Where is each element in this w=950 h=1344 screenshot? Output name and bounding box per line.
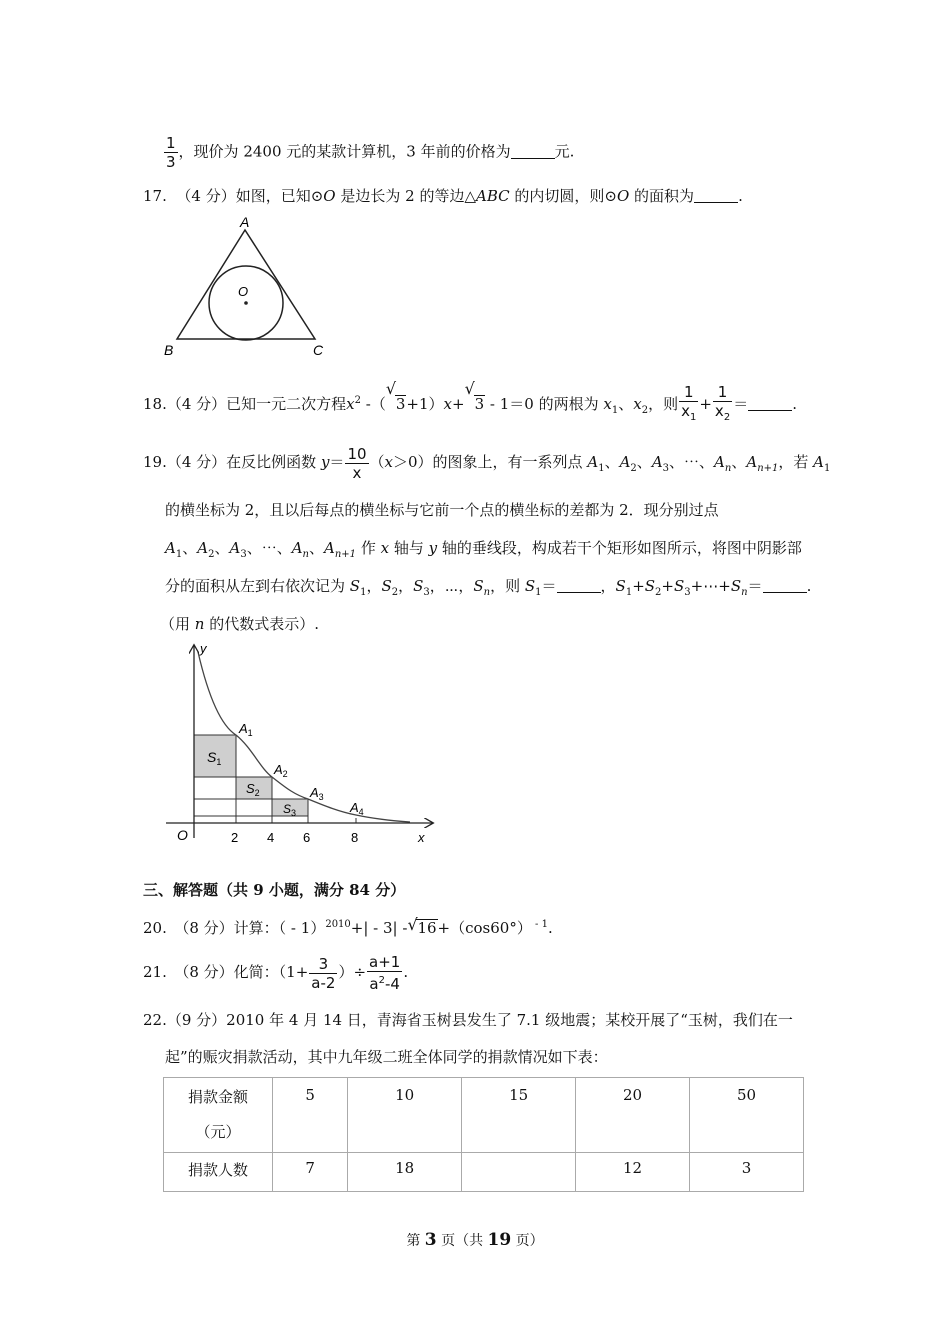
q19-lead: 19.（4 分）在反比例函数 <box>143 453 321 471</box>
q17-line <box>143 186 743 206</box>
q18-root1: x <box>603 395 612 413</box>
area-s3: $S_3$ <box>283 802 297 818</box>
q17-text-b: 是边长为 2 的等边△ <box>335 187 476 205</box>
q19-line5: （用 n 的代数式表示）. <box>160 615 319 633</box>
fraction-a1-over-a2-4: $\frac{a+1}{a^2-4}$ <box>369 953 401 993</box>
q17-text-a: （4 分）如图，已知⊙ <box>176 187 324 205</box>
q17-text-d: 的面积为 <box>629 187 695 205</box>
answer-blank-sum <box>763 578 807 593</box>
table-row <box>164 1153 804 1192</box>
sqrt3-b: √ 3 <box>464 379 485 413</box>
q17-number: 17. <box>143 187 167 205</box>
center-point <box>244 301 248 305</box>
row-header-amount: 捐款金额 （元） <box>164 1078 273 1153</box>
q18-x: x <box>346 395 355 413</box>
table-cell <box>462 1153 576 1192</box>
x-axis-label: x <box>418 830 425 845</box>
table-cell: 5 <box>273 1078 348 1153</box>
fraction-10-over-x: $\frac{10}{x}$ <box>347 444 367 482</box>
q22-line1: 22.（9 分）2010 年 4 月 14 日，青海省玉树县发生了 7.1 级地震；某校开展了“玉树，我们在一 <box>143 1011 793 1029</box>
table-cell: 10 <box>348 1078 462 1153</box>
fraction-1-over-x2: $\frac{1}{x_2}$ <box>713 383 732 427</box>
table-cell: 50 <box>690 1078 804 1153</box>
label-o: O <box>238 284 249 299</box>
q18-plus2: + <box>452 395 465 413</box>
table-cell: 12 <box>576 1153 690 1192</box>
table-cell: 3 <box>690 1153 804 1192</box>
q22-line2: 起”的赈灾捐款活动，其中九年级二班全体同学的捐款情况如下表： <box>165 1048 608 1066</box>
q16-text: ，现价为 2400 元的某款计算机，3 年前的价格为 <box>178 142 511 161</box>
q18-sub1: 1 <box>611 405 619 416</box>
q18-end: . <box>792 395 797 413</box>
fraction-one-third: $\frac{1}{3}$ <box>166 134 176 171</box>
q17-abc: ABC <box>476 187 510 205</box>
q18-line <box>143 379 797 433</box>
q17-o2: O <box>616 187 630 205</box>
q18-lead: 18.（4 分）已知一元二次方程 <box>143 395 347 413</box>
label-b: B <box>164 342 174 358</box>
tick-4: 4 <box>267 830 275 845</box>
q18-x2: x <box>443 395 452 413</box>
fraction-1-over-x1: $\frac{1}{x_1}$ <box>679 383 698 427</box>
tick-2: 2 <box>231 830 239 845</box>
q19-cond-rest: ＞0）的图象上，有一系列点 <box>393 453 588 471</box>
origin-label: O <box>177 827 188 843</box>
q18-sep: 、 <box>618 395 634 413</box>
q16-tail-line <box>163 134 574 171</box>
q18-plus: + <box>699 395 712 413</box>
point-a2: $A_2$ <box>274 762 288 779</box>
point-a4: $A_4$ <box>350 800 364 817</box>
answer-blank <box>511 144 555 159</box>
label-a: A <box>240 214 250 230</box>
tick-8: 8 <box>351 830 359 845</box>
page-footer: 第 3 页（共 19 页） <box>406 1230 544 1250</box>
q16-end: 元. <box>554 142 575 161</box>
q17-text-c: 的内切圆，则⊙ <box>509 187 617 205</box>
q18-sub2: 2 <box>641 405 649 416</box>
table-cell: 20 <box>576 1078 690 1153</box>
answer-blank-s1 <box>557 578 601 593</box>
q18-comma: ，则 <box>648 395 679 413</box>
q18-tail: - 1＝0 的两根为 <box>485 395 604 413</box>
inverse-function-graph <box>160 640 450 850</box>
q20-line: 20. （8 分）计算：（ - 1）$^{2010}$+| - 3| - √ 16+（cos60°） $^{- 1}$. <box>143 915 553 937</box>
q19-cond-open: （ <box>369 453 385 471</box>
q18-plus1: +1） <box>406 395 444 413</box>
answer-blank <box>748 396 792 411</box>
area-s2: $S_2$ <box>246 781 260 798</box>
q19-eq: ＝ <box>329 453 345 471</box>
label-c: C <box>313 342 324 358</box>
table-row <box>164 1078 804 1153</box>
table-cell: 15 <box>462 1078 576 1153</box>
q19-line4: 分的面积从左到右依次记为 $S_1$，$S_2$，$S_3$，⋯，$S_n$，则 $S_1=$ ，$S_1+S_2+S_3+\cdots+S_n=$ . <box>165 577 812 598</box>
table-cell: 7 <box>273 1153 348 1192</box>
point-a3: $A_3$ <box>310 785 324 802</box>
q19-cond-x: x <box>384 453 394 471</box>
fraction-3-over-a-2: $\frac{3}{a-2}$ <box>311 954 336 992</box>
sqrt3-a: √ 3 <box>385 379 406 413</box>
rect-row2 <box>236 799 272 823</box>
q18-eq: ＝ <box>733 395 749 413</box>
q19-line3: $A_1$、$A_2$、$A_3$、⋯、$A_n$、$A_{n+1}$ 作 x 轴与 y 轴的垂线段，构成若干个矩形如图所示，将图中阴影部 <box>165 539 802 560</box>
triangle-incircle-figure <box>160 212 340 362</box>
q21-line: 21. （8 分）化简：（1+ $\frac{3}{a-2}$ ）÷ $\frac{a+1}{a^2-4}$ . <box>143 953 409 993</box>
q17-end: . <box>738 187 743 205</box>
area-s1: $S_1$ <box>207 749 222 767</box>
section-heading: 三、解答题（共 9 小题，满分 84 分） <box>143 881 406 899</box>
q18-square: 2 <box>354 395 362 406</box>
q19-y: y <box>320 453 330 471</box>
answer-blank <box>694 188 738 203</box>
q19-line1: 19.（4 分）在反比例函数 y＝ $\frac{10}{x}$ （x＞0）的图象上，有一系列点 $A_1$、$A_2$、$A_3$、⋯、$A_n$、$A_{n+1}$，若 $A_1$ <box>143 444 831 482</box>
point-a1: $A_1$ <box>239 721 253 738</box>
tick-6: 6 <box>303 830 311 845</box>
q18-root2: x <box>633 395 642 413</box>
q19-line2: 的横坐标为 2，且以后每点的横坐标与它前一个点的横坐标的差都为 2．现分别过点 <box>165 501 719 519</box>
donation-table <box>163 1077 804 1192</box>
q18-minus: -（ <box>361 395 386 413</box>
y-axis-label: y <box>200 641 207 656</box>
row-header-count: 捐款人数 <box>164 1153 273 1192</box>
sqrt16: √ 16 <box>407 915 437 937</box>
table-cell: 18 <box>348 1153 462 1192</box>
q17-o1: O <box>323 187 336 205</box>
